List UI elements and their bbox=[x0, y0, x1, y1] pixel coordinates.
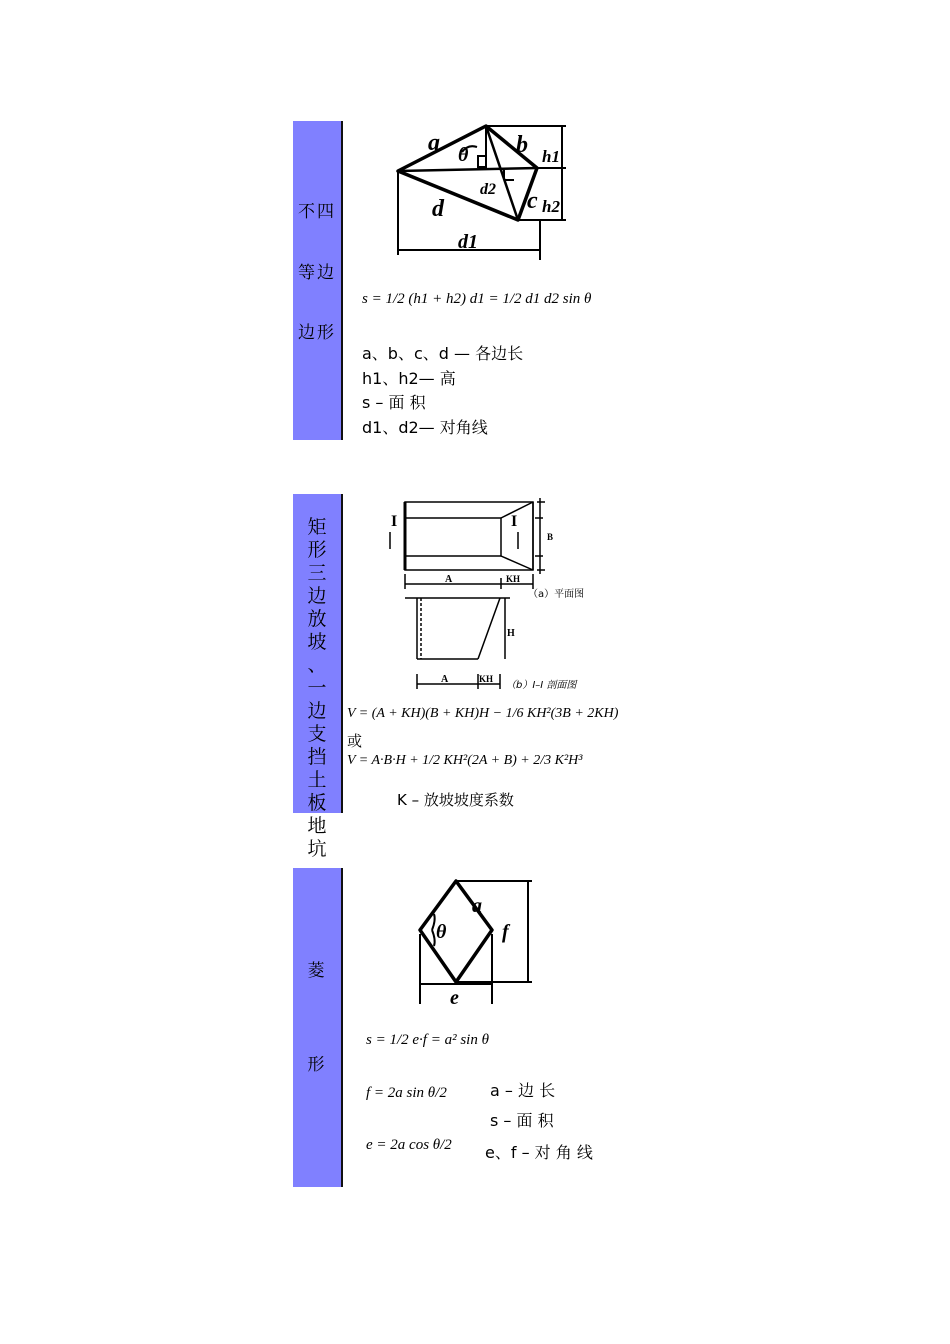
section-1-divider bbox=[341, 121, 343, 440]
section-label-KH: KH bbox=[479, 674, 494, 684]
section-1-label-line-1: 不四 bbox=[298, 202, 336, 222]
quadrilateral-diagram bbox=[390, 120, 580, 265]
diagram-label-a: a bbox=[428, 130, 440, 156]
section-3-label-bar bbox=[293, 868, 341, 1187]
diagram-label-d1: d1 bbox=[458, 231, 478, 253]
rhombus-note-diagonals: e、f – 对 角 线 bbox=[485, 1143, 593, 1162]
pit-volume-formula-2: V = A·B·H + 1/2 KH²(2A + B) + 2/3 K²H³ bbox=[347, 753, 583, 768]
section-1-label-line-2: 等边 bbox=[298, 263, 336, 283]
rhombus-diagram bbox=[410, 872, 540, 1007]
diagram-label-b: b bbox=[516, 132, 528, 158]
section-label-H: H bbox=[507, 628, 515, 639]
rhombus-note-side: a – 边 长 bbox=[490, 1081, 556, 1100]
diagram-label-h1: h1 bbox=[542, 147, 560, 166]
section-caption: （b）I–I 剖面图 bbox=[506, 680, 577, 691]
pit-note-slope: K – 放坡坡度系数 bbox=[397, 791, 514, 809]
formula-text: s = 1/2 (h1 + h2) d1 = 1/2 d1 d2 sin θ bbox=[362, 291, 592, 307]
diagram-label-c: c bbox=[527, 188, 538, 214]
section-1-label-bar bbox=[293, 121, 341, 440]
rhombus-label-e: e bbox=[450, 987, 459, 1007]
plan-label-A: A bbox=[445, 574, 453, 585]
quadrilateral-note-sides: a、b、c、d — 各边长 bbox=[362, 344, 524, 363]
diagram-label-d2: d2 bbox=[480, 181, 496, 198]
quadrilateral-note-area: s – 面 积 bbox=[362, 393, 426, 412]
plan-label-I-right: I bbox=[511, 513, 518, 530]
plan-label-B: B bbox=[547, 532, 554, 542]
rhombus-area-formula: s = 1/2 e·f = a² sin θ bbox=[366, 1032, 489, 1048]
rhombus-f-formula: f = 2a sin θ/2 bbox=[366, 1085, 447, 1101]
pit-or-text: 或 bbox=[347, 732, 363, 750]
plan-label-I-left: I bbox=[391, 513, 398, 530]
diagram-label-d: d bbox=[432, 196, 444, 222]
quadrilateral-note-diagonals: d1、d2— 对角线 bbox=[362, 418, 488, 437]
plan-caption: （a）平面图 bbox=[528, 589, 585, 600]
plan-label-KH: KH bbox=[506, 574, 521, 584]
diagram-label-theta: θ bbox=[458, 144, 469, 166]
section-label-A: A bbox=[441, 674, 449, 685]
pit-volume-formula-1: V = (A + KH)(B + KH)H − 1/6 KH²(3B + 2KH) bbox=[347, 706, 619, 721]
diagram-label-h2: h2 bbox=[542, 197, 560, 216]
quadrilateral-note-heights: h1、h2— 高 bbox=[362, 369, 456, 388]
section-3-divider bbox=[341, 868, 343, 1187]
section-3-label-line-2: 形 bbox=[307, 1055, 327, 1075]
quadrilateral-area-formula bbox=[362, 291, 591, 308]
rhombus-e-formula: e = 2a cos θ/2 bbox=[366, 1137, 452, 1153]
rhombus-label-f: f bbox=[502, 921, 509, 943]
section-2-vertical-label: 矩 形 三 边 放 坡 、 一 边 支 挡 土 板 地 坑 bbox=[307, 516, 327, 860]
section-2-divider bbox=[341, 494, 343, 813]
section-1-label-line-3: 边形 bbox=[298, 323, 336, 343]
rhombus-label-a: a bbox=[472, 895, 482, 917]
section-2-label-bar bbox=[293, 494, 341, 860]
section-3-label-line-1: 菱 bbox=[307, 961, 327, 981]
rhombus-label-theta: θ bbox=[436, 921, 447, 943]
rhombus-note-area: s – 面 积 bbox=[490, 1111, 554, 1130]
